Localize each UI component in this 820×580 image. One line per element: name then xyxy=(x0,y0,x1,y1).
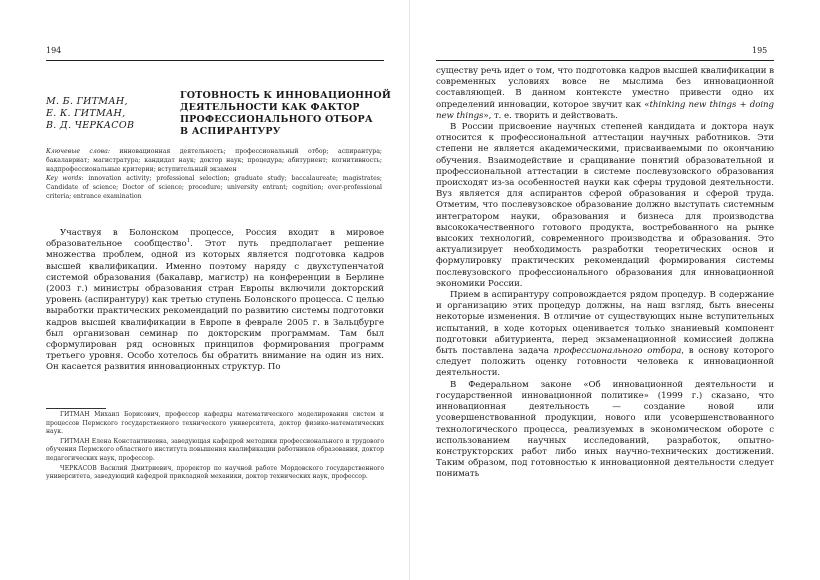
right-header-rule xyxy=(436,60,774,61)
author-name: Е. К. ГИТМАН, xyxy=(46,108,126,119)
right-page-number: 195 xyxy=(752,46,768,55)
keywords-ru xyxy=(46,147,382,174)
footnote-marker: 1 xyxy=(186,238,191,245)
keywords-en xyxy=(46,174,382,201)
footnote: ЧЕРКАСОВ Василий Дмитриевич, проректор по научной работе Мордовского государственного университета, заведующий кафедрой прикладной механики, доктор технических наук, профессор. xyxy=(46,464,384,481)
paragraph xyxy=(46,228,384,374)
left-header-rule xyxy=(46,60,384,61)
keywords-en-text: innovation activity; professional selection; graduate study; baccalaureate; magistrates; Candidate of science; Doctor of science; procedure; university entrant; cognition; over-professional criteria; entrance examination xyxy=(46,175,383,200)
paragraph-text: , в основу которого следует положить оценку готовности человека к инновационной деятельности. xyxy=(436,346,774,379)
article-title xyxy=(180,90,390,138)
footnote-rule xyxy=(46,408,106,409)
paragraph-text: Прием в аспирантуру сопровождается рядом процедур. В содержание и организацию этих процедур должны, на наш взгляд, быть внесены некоторые изменения. В отличие от существующих ныне вступительных испытаний, в ходе которых оценивается только знаниевый компонент подготовки абитуриента, перед экзаменационной комиссией должна быть поставлена задача xyxy=(436,290,774,357)
emphasis-text: thinking new things + doing new things xyxy=(436,99,774,121)
title-line: В АСПИРАНТУРУ xyxy=(180,126,281,137)
title-line: ПРОФЕССИОНАЛЬНОГО ОТБОРА xyxy=(180,114,373,125)
title-line: ГОТОВНОСТЬ К ИННОВАЦИОННОЙ xyxy=(180,90,391,101)
emphasis-text: профессионального отбора xyxy=(553,346,682,357)
paragraph: В России присвоение научных степеней кандидата и доктора наук относится к профессиональной аттестации научных работников. Эти степени не является академическими, присваиваемыми по окончанию обучения. Взаимодействие и сращивание понятий образовательной и профессиональной аттестации в системе послевузовского образования происходят из-за особенностей науки как сферы трудовой деятельности. Вуз является для аспирантов сферой образования и сферой труда. Отметим, что послевузовское образование должно выступать системным интегратором науки, образования и бизнеса для производства высококачественного готового продукта, востребованного на рынке высоких технологий, современного производства и образования. Это актуализирует необходимость разработки теоретических основ и формулировку практических рекомендаций формирования системы послевузовского профессионального образования для инновационной экономики России. xyxy=(436,122,774,289)
right-body-text xyxy=(436,66,774,481)
paragraph xyxy=(436,290,774,380)
keywords-ru-text: инновационная деятельность; профессиональный отбор; аспирантура; бакалавриат; магистратура; кандидат наук; доктор наук; процедура; абитуриент; когнитивность; надпрофессиональные критерии; вступительный экзамен xyxy=(46,148,382,173)
paragraph-text: . Этот путь предполагает решение множества проблем, одной из которых является подготовка кадров высшей квалификации. Именно поэтому наряду с двухступенчатой системой образования (бакалавр, магистр) на конференции в Берлине (2003 г.) министры образования стран Европы включили докторский уровень (аспирантуру) как третью ступень Болонского процесса. С целью выработки практических рекомендаций по развитию системы подготовки кадров высшей квалификации в Европе в феврале 2005 г. в Зальцбурге был организован семинар по докторским программам. Там был сформулирован ряд основных принципов формирования программ третьего уровня. Особо хотелось бы обратить внимание на один из них. Он касается развития инновационных структур. По xyxy=(46,239,385,373)
paragraph: В Федеральном законе «Об инновационной деятельности и государственной инновационной политике» (1999 г.) сказано, что инновационная деятельность — создание новой или усовершенствованной продукции, нового или усовершенствованного технологического процесса, реализуемых в экономическом обороте с использованием научных исследований, разработок, опытно-конструкторских работ либо иных научно-технических достижений. Таким образом, под готовностью к инновационной деятельности следует понимать xyxy=(436,379,774,480)
author-name: М. Б. ГИТМАН, xyxy=(46,96,128,107)
footnote: ГИТМАН Елена Константиновна, заведующая кафедрой методики профессионального и трудового обучения Пермского областного института повышения квалификации работников образования, доктор педагогических наук, профессор. xyxy=(46,437,384,462)
keywords-ru-label: Ключевые слова: xyxy=(46,148,110,155)
keywords-en-label: Key words: xyxy=(46,175,84,182)
left-page-number: 194 xyxy=(46,46,62,55)
paragraph xyxy=(436,66,774,122)
author-name: В. Д. ЧЕРКАСОВ xyxy=(46,120,135,131)
keywords-block xyxy=(46,147,382,201)
paragraph-text: », т. е. творить и действовать. xyxy=(483,110,618,121)
footnotes-block xyxy=(46,411,384,483)
title-line: ДЕЯТЕЛЬНОСТИ КАК ФАКТОР xyxy=(180,102,360,113)
footnote: ГИТМАН Михаил Борисович, профессор кафедры математического моделирования систем и процессов Пермского государственного технического университета, доктор физико-математических наук. xyxy=(46,411,384,436)
paragraph-text: Участвуя в Болонском процессе, Россия входит в мировое образовательное сообщество xyxy=(46,228,384,250)
left-body-text xyxy=(46,228,384,374)
paragraph-text: существу речь идет о том, что подготовка кадров высшей квалификации в современных условиях вовсе не мыслима без инновационной составляющей. В данном контексте уместно привести одно их определений инновации, которое звучит как « xyxy=(436,66,774,110)
authors-block xyxy=(46,96,171,132)
